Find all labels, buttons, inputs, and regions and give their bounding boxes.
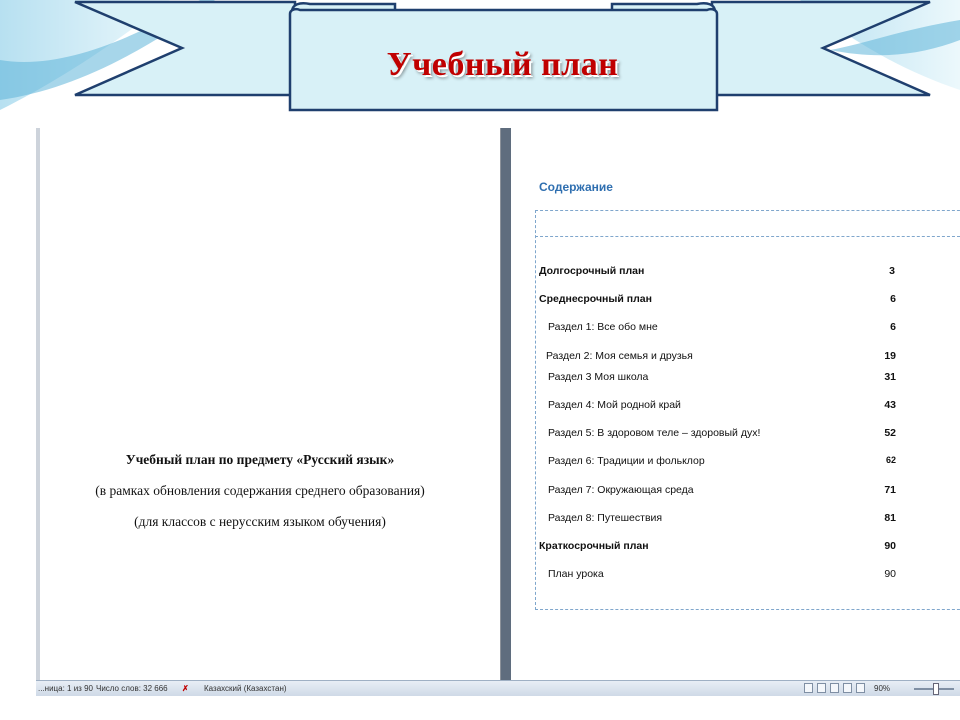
slide-title: Учебный план [386,46,619,83]
toc-entry-label: Раздел 4: Мой родной край [548,399,681,411]
document-page-contents [511,128,960,680]
slide-bottom-margin [36,696,960,720]
toc-entry-label: Раздел 6: Традиции и фольклор [548,455,705,467]
word-status-bar [36,680,960,697]
toc-entry-page: 81 [884,512,896,524]
status-page-info: ...ница: 1 из 90 [38,684,93,693]
toc-entry-label: План урока [548,568,604,580]
toc-entry-label: Раздел 3 Моя школа [548,371,649,383]
toc-entry-label: Краткосрочный план [539,540,649,552]
toc-entry-label: Раздел 8: Путешествия [548,512,663,524]
cover-subtitle: (в рамках обновления содержания среднего образования) [95,483,425,498]
status-zoom: 90% [874,684,891,693]
toc-entry-page: 62 [885,455,896,465]
toc-entry-page: 43 [884,399,896,411]
toc-entry-label: Раздел 1: Все обо мне [548,321,658,333]
toc-entry-page: 71 [884,484,896,496]
outline-view-icon [843,683,852,693]
cover-title: Учебный план по предмету «Русский язык» [125,452,395,467]
toc-entry-page: 6 [890,293,896,305]
web-layout-icon [830,683,839,693]
proofing-error-icon: ✗ [182,684,189,693]
print-layout-icon [804,683,813,693]
toc-entry-label: Среднесрочный план [539,293,652,305]
toc-entry-page: 6 [890,321,896,333]
toc-frame-divider [535,236,960,237]
page-gap [501,128,511,680]
toc-heading: Содержание [539,180,613,194]
toc-entry-page: 3 [889,265,895,277]
toc-entry-label: Раздел 5: В здоровом теле – здоровый дух! [548,427,761,439]
status-word-count: Число слов: 32 666 [96,684,168,693]
cover-note: (для классов с нерусским языком обучения) [134,514,386,529]
toc-entry-page: 90 [884,540,896,552]
document-page-cover [40,128,501,680]
toc-entry-page: 31 [884,371,896,383]
document-screenshot [36,128,960,720]
toc-entry-label: Раздел 7: Окружающая среда [548,484,694,496]
full-screen-reading-icon [817,683,826,693]
toc-entry-page: 52 [884,427,896,439]
zoom-slider-thumb [933,683,939,695]
toc-entry-page: 19 [884,350,896,362]
toc-entry-label: Раздел 2: Моя семья и друзья [546,350,693,362]
toc-entry-page: 90 [884,568,896,580]
status-language: Казахский (Казахстан) [204,684,287,693]
toc-entry-label: Долгосрочный план [539,265,645,277]
draft-view-icon [856,683,865,693]
